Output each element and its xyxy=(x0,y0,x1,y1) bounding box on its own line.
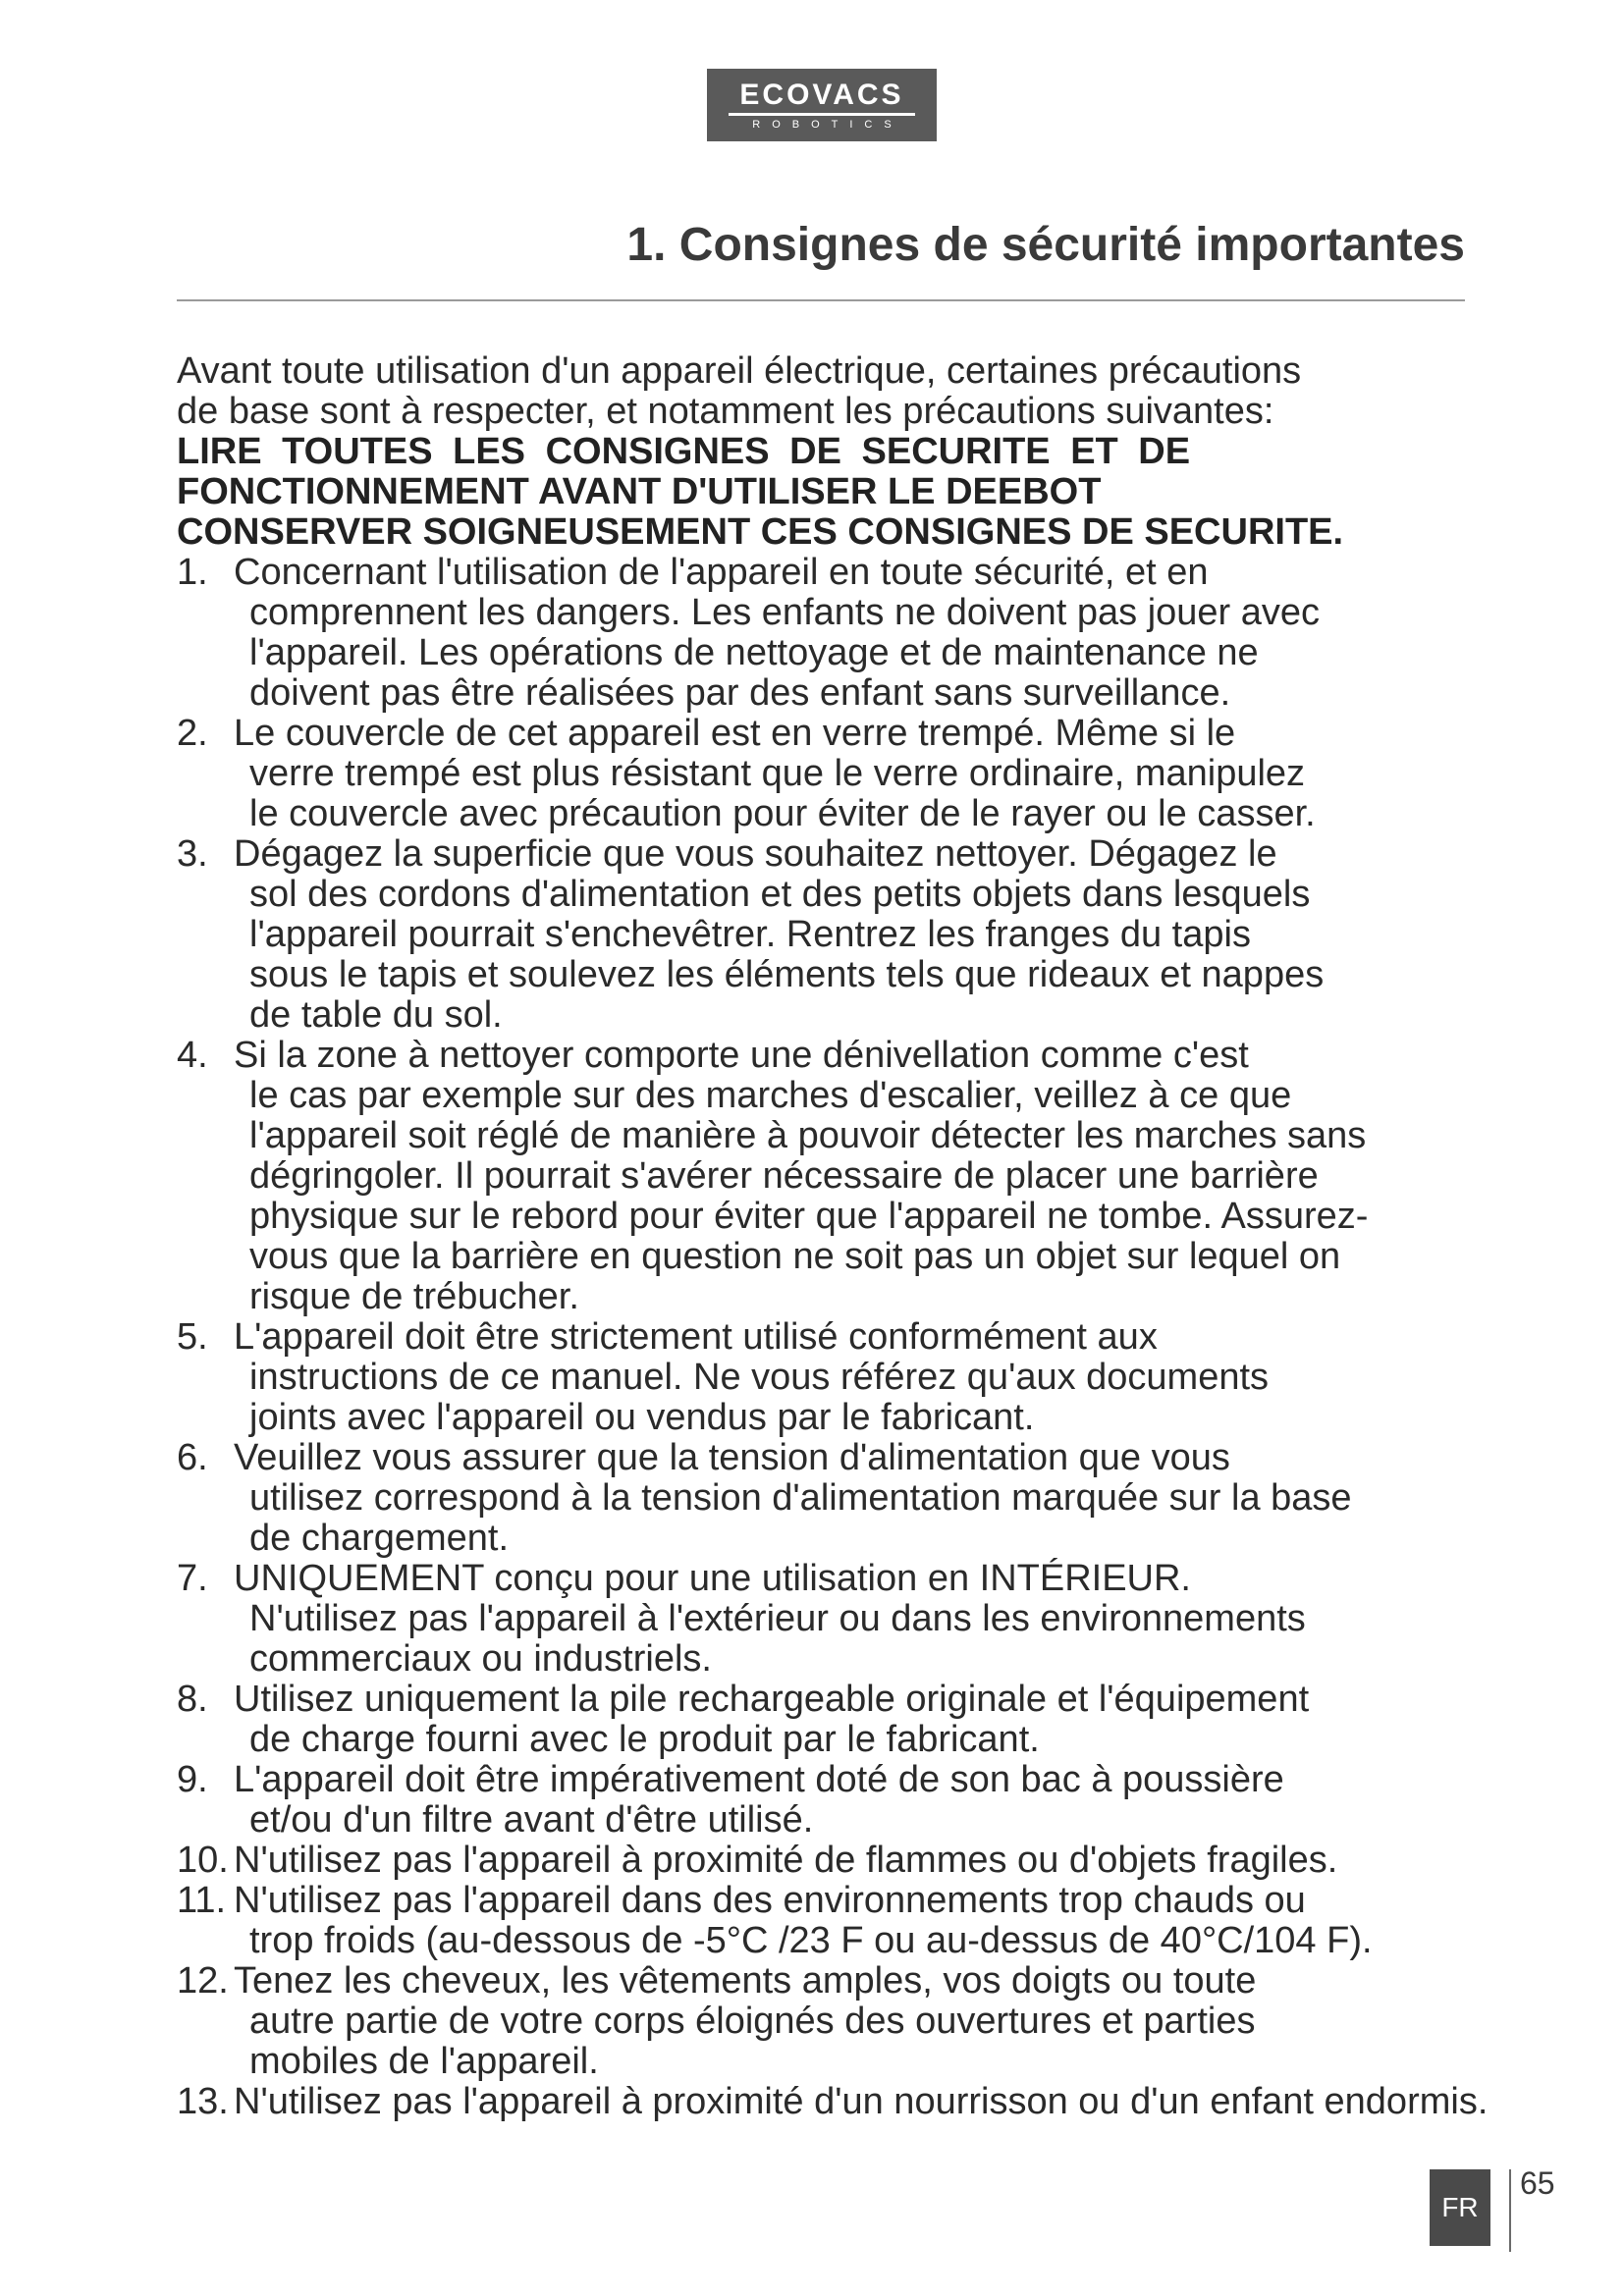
page-number: 65 xyxy=(1520,2165,1555,2201)
list-item-line: l'appareil. Les opérations de nettoyage et de maintenance ne xyxy=(249,632,1259,673)
list-item-line: risque de trébucher. xyxy=(249,1276,579,1317)
footer-divider xyxy=(1509,2169,1511,2252)
list-item-line: utilisez correspond à la tension d'alimentation marquée sur la base xyxy=(249,1477,1352,1519)
list-item-number: 5. xyxy=(177,1316,208,1358)
ecovacs-logo xyxy=(707,69,937,141)
list-item-line: de chargement. xyxy=(249,1518,510,1559)
list-item xyxy=(177,1036,1532,1317)
list-item-number: 11. xyxy=(177,1880,227,1921)
list-item xyxy=(177,1760,1532,1841)
list-item-number: 1. xyxy=(177,552,208,593)
list-item-line: L'appareil doit être strictement utilisé conformément aux xyxy=(234,1316,1158,1358)
list-item-line: Tenez les cheveux, les vêtements amples, vos doigts ou toute xyxy=(234,1960,1257,2002)
list-item-line: le cas par exemple sur des marches d'escalier, veillez à ce que xyxy=(249,1075,1292,1116)
safety-list xyxy=(177,553,1532,2122)
list-item-number: 6. xyxy=(177,1437,208,1478)
list-item-number: 4. xyxy=(177,1035,208,1076)
list-item xyxy=(177,1680,1532,1760)
list-item-line: instructions de ce manuel. Ne vous référez qu'aux documents xyxy=(249,1357,1270,1398)
list-item-line: de table du sol. xyxy=(249,994,503,1036)
caps-line: FONCTIONNEMENT AVANT D'UTILISER LE DEEBOT xyxy=(177,471,1102,512)
list-item-line: L'appareil doit être impérativement doté de son bac à poussière xyxy=(234,1759,1284,1800)
list-item-line: sous le tapis et soulevez les éléments tels que rideaux et nappes xyxy=(249,954,1325,995)
list-item-line: vous que la barrière en question ne soit pas un objet sur lequel on xyxy=(249,1236,1341,1277)
list-item-line: N'utilisez pas l'appareil à proximité d'un nourrisson ou d'un enfant endormis. xyxy=(234,2081,1489,2122)
list-item-line: UNIQUEMENT conçu pour une utilisation en INTÉRIEUR. xyxy=(234,1558,1191,1599)
list-item-line: Concernant l'utilisation de l'appareil en toute sécurité, et en xyxy=(234,552,1209,593)
list-item xyxy=(177,1317,1532,1438)
logo-divider xyxy=(729,113,915,116)
list-item-line: N'utilisez pas l'appareil à proximité de flammes ou d'objets fragiles. xyxy=(234,1840,1338,1881)
list-item-number: 2. xyxy=(177,713,208,754)
list-item-line: Utilisez uniquement la pile rechargeable originale et l'équipement xyxy=(234,1679,1310,1720)
list-item-number: 9. xyxy=(177,1759,208,1800)
list-item-number: 10. xyxy=(177,1840,229,1881)
list-item xyxy=(177,1559,1532,1680)
list-item-line: verre trempé est plus résistant que le verre ordinaire, manipulez xyxy=(249,753,1306,794)
list-item-number: 7. xyxy=(177,1558,208,1599)
list-item xyxy=(177,1961,1532,2082)
caps-line: CONSERVER SOIGNEUSEMENT CES CONSIGNES DE SECURITE. xyxy=(177,511,1344,553)
list-item-line: N'utilisez pas l'appareil dans des environnements trop chauds ou xyxy=(234,1880,1306,1921)
intro-paragraph xyxy=(177,351,1532,432)
list-item-line: Dégagez la superficie que vous souhaitez nettoyer. Dégagez le xyxy=(234,833,1277,875)
list-item-number: 13. xyxy=(177,2081,229,2122)
list-item-line: mobiles de l'appareil. xyxy=(249,2041,599,2082)
list-item xyxy=(177,714,1532,834)
caps-warning xyxy=(177,432,1532,553)
list-item-line: dégringoler. Il pourrait s'avérer nécessaire de placer une barrière xyxy=(249,1155,1319,1197)
list-item-line: Le couvercle de cet appareil est en verre trempé. Même si le xyxy=(234,713,1236,754)
list-item-number: 8. xyxy=(177,1679,208,1720)
list-item-line: l'appareil soit réglé de manière à pouvoir détecter les marches sans xyxy=(249,1115,1367,1156)
list-item-line: le couvercle avec précaution pour éviter de le rayer ou le casser. xyxy=(249,793,1316,834)
list-item-line: autre partie de votre corps éloignés des ouvertures et parties xyxy=(249,2001,1256,2042)
list-item xyxy=(177,553,1532,714)
intro-line: Avant toute utilisation d'un appareil électrique, certaines précautions xyxy=(177,350,1302,392)
logo-tagline: ROBOTICS xyxy=(752,119,903,131)
language-badge: FR xyxy=(1430,2169,1490,2246)
intro-line: de base sont à respecter, et notamment les précautions suivantes: xyxy=(177,391,1274,432)
list-item-line: commerciaux ou industriels. xyxy=(249,1638,712,1680)
list-item-line: Si la zone à nettoyer comporte une dénivellation comme c'est xyxy=(234,1035,1249,1076)
list-item-line: joints avec l'appareil ou vendus par le fabricant. xyxy=(249,1397,1035,1438)
caps-line: LIRE TOUTES LES CONSIGNES DE SECURITE ET DE xyxy=(177,431,1191,472)
list-item-line: doivent pas être réalisées par des enfant sans surveillance. xyxy=(249,672,1231,714)
list-item xyxy=(177,1841,1532,1881)
list-item-line: trop froids (au-dessous de -5°C /23 F ou au-dessus de 40°C/104 F). xyxy=(249,1920,1373,1961)
list-item-line: N'utilisez pas l'appareil à l'extérieur ou dans les environnements xyxy=(249,1598,1306,1639)
list-item-line: physique sur le rebord pour éviter que l'appareil ne tombe. Assurez- xyxy=(249,1196,1369,1237)
list-item-line: Veuillez vous assurer que la tension d'alimentation que vous xyxy=(234,1437,1230,1478)
list-item-number: 12. xyxy=(177,1960,229,2002)
list-item xyxy=(177,2082,1532,2122)
list-item-line: comprennent les dangers. Les enfants ne doivent pas jouer avec xyxy=(249,592,1321,633)
safety-content xyxy=(177,351,1532,2122)
page-title: 1. Consignes de sécurité importantes xyxy=(626,219,1465,271)
list-item xyxy=(177,1881,1532,1961)
list-item-line: et/ou d'un filtre avant d'être utilisé. xyxy=(249,1799,814,1841)
logo-wordmark: ECOVACS xyxy=(739,79,904,111)
list-item xyxy=(177,834,1532,1036)
list-item xyxy=(177,1438,1532,1559)
list-item-number: 3. xyxy=(177,833,208,875)
title-divider xyxy=(177,299,1465,301)
list-item-line: de charge fourni avec le produit par le fabricant. xyxy=(249,1719,1040,1760)
list-item-line: sol des cordons d'alimentation et des petits objets dans lesquels xyxy=(249,874,1311,915)
list-item-line: l'appareil pourrait s'enchevêtrer. Rentrez les franges du tapis xyxy=(249,914,1251,955)
